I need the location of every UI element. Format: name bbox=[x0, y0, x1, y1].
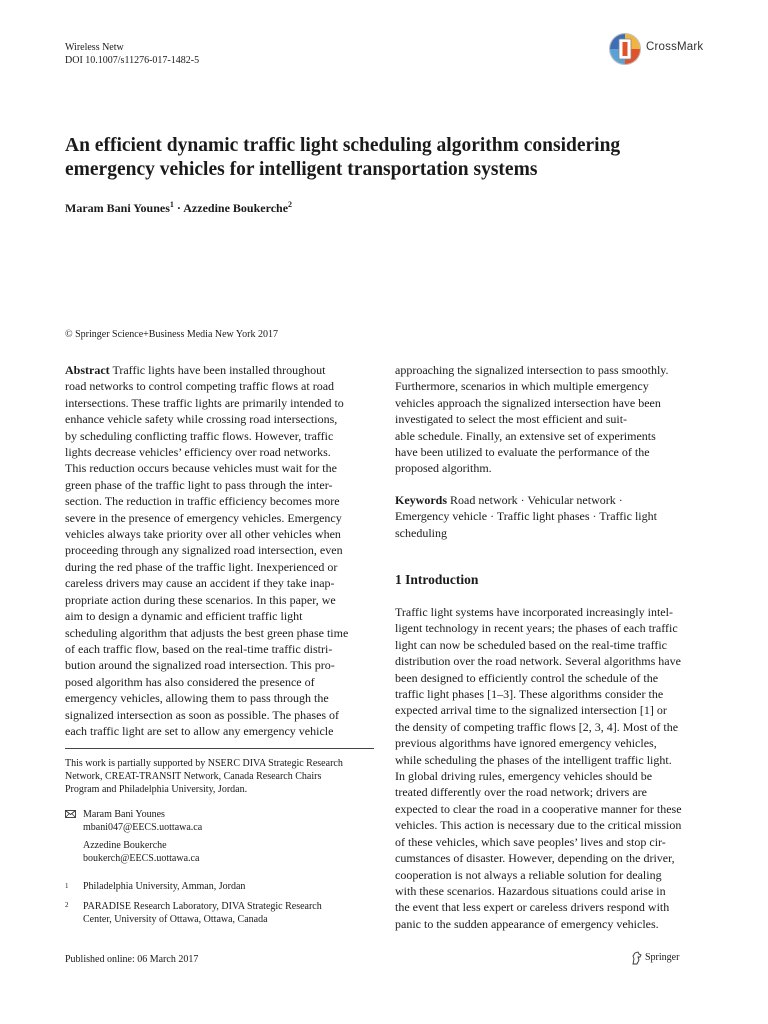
affiliation-number-1: 1 bbox=[65, 882, 69, 890]
copyright-notice: © Springer Science+Business Media New York 2017 bbox=[65, 329, 278, 340]
contact-email-1[interactable]: mbani047@EECS.uottawa.ca bbox=[83, 822, 203, 833]
paper-title bbox=[65, 134, 705, 182]
funding-line: Program and Philadelphia University, Jordan. bbox=[65, 784, 248, 795]
abstract bbox=[65, 362, 374, 739]
intro-line: expected to clear the road in a cooperative manner for these bbox=[395, 801, 682, 816]
publisher-name: Springer bbox=[645, 952, 680, 963]
intro-line: vehicles. This action is necessary due to the critical mission bbox=[395, 818, 682, 833]
author-1-affiliation: 1 bbox=[169, 200, 174, 209]
intro-line: the density of competing traffic flows [2, 3, 4]. Most of the bbox=[395, 719, 679, 734]
journal-name: Wireless Netw bbox=[65, 42, 124, 53]
abstract-line: bution around the signalized road intersection. This pro- bbox=[65, 658, 335, 673]
crossmark-badge[interactable] bbox=[609, 32, 719, 66]
abstract-line: enhance vehicle safety while crossing road intersections, bbox=[65, 412, 338, 427]
abstract-line: during the red phase of the traffic light. Inexperienced or bbox=[65, 559, 338, 574]
section-heading-introduction: 1 Introduction bbox=[395, 572, 479, 587]
intro-line: previous algorithms have ignored emergency vehicles, bbox=[395, 736, 657, 751]
intro-line: ligent technology in recent years; the phases of each traffic bbox=[395, 621, 678, 636]
keywords-label: Keywords bbox=[395, 493, 447, 507]
keywords-line-3: scheduling bbox=[395, 525, 447, 540]
intro-line: panic to the sudden appearance of emergency vehicles. bbox=[395, 916, 659, 931]
affiliation-number-2: 2 bbox=[65, 901, 69, 909]
intro-line: with these scenarios. Hazardous situations could arise in bbox=[395, 883, 666, 898]
intro-line: the event that less expert or careless drivers respond with bbox=[395, 900, 670, 915]
crossmark-icon bbox=[609, 32, 641, 66]
abstract-line: severe in the presence of emergency vehicles. Emergency bbox=[65, 510, 342, 525]
author-list bbox=[65, 200, 292, 216]
author-separator: · bbox=[173, 201, 184, 215]
author-1[interactable]: Maram Bani Younes bbox=[65, 201, 170, 215]
intro-line: light can now be scheduled based on the real-time traffic bbox=[395, 637, 668, 652]
contact-name-2: Azzedine Boukerche bbox=[83, 840, 167, 851]
intro-line: cumstances of disaster. However, depending on the driver, bbox=[395, 851, 675, 866]
abstract-label: Abstract bbox=[65, 363, 110, 377]
abstract-line: of each traffic flow, based on the real-time traffic distri- bbox=[65, 641, 333, 656]
abstract-line: careless drivers may cause an accident if they take inap- bbox=[65, 576, 335, 591]
author-2-affiliation: 2 bbox=[288, 200, 293, 209]
abstract-line: vehicles always take priority over all other vehicles when bbox=[65, 527, 341, 542]
abstract-line: section. The reduction in traffic efficiency becomes more bbox=[65, 494, 340, 509]
intro-line: while scheduling the phases of the intelligent traffic light. bbox=[395, 752, 672, 767]
intro-line: of these vehicles, which save peoples’ lives and stop cir- bbox=[395, 834, 666, 849]
abstract-line: proceeding through any signalized road intersection, even bbox=[65, 543, 343, 558]
funding-line: Network, CREAT-TRANSIT Network, Canada Research Chairs bbox=[65, 771, 322, 782]
intro-line: been designed to efficiently control the schedule of the bbox=[395, 670, 659, 685]
abstract-line: by scheduling conflicting traffic flows. However, traffic bbox=[65, 428, 334, 443]
contact-name-1: Maram Bani Younes bbox=[83, 809, 165, 820]
envelope-icon bbox=[65, 810, 76, 818]
abstract-line: scheduling algorithm that adjusts the best green phase time bbox=[65, 625, 349, 640]
abstract-line: green phase of the traffic light to pass through the inter- bbox=[65, 477, 333, 492]
intro-line: traffic light phases [1–3]. These algorithms consider the bbox=[395, 687, 664, 702]
abstract-line: proposed algorithm. bbox=[395, 461, 492, 476]
funding-note bbox=[65, 757, 374, 796]
keywords-line-1: Road network · Vehicular network · bbox=[447, 493, 623, 507]
keywords-line-2: Emergency vehicle · Traffic light phases · Traffic light bbox=[395, 509, 657, 524]
abstract-line: lights decrease vehicles’ efficiency over road networks. bbox=[65, 445, 331, 460]
abstract-line: intersections. These traffic lights are primarily intended to bbox=[65, 395, 344, 410]
abstract-line: each traffic light are set to allow any emergency vehicle bbox=[65, 723, 334, 738]
contact-email-2[interactable]: boukerch@EECS.uottawa.ca bbox=[83, 853, 200, 864]
footnote-divider bbox=[65, 748, 374, 749]
abstract-line: This reduction occurs because vehicles must wait for the bbox=[65, 461, 337, 476]
abstract-line: propriate action during these scenarios. In this paper, we bbox=[65, 592, 336, 607]
journal-header bbox=[65, 41, 199, 67]
doi[interactable]: DOI 10.1007/s11276-017-1482-5 bbox=[65, 55, 200, 66]
abstract-line: approaching the signalized intersection to pass smoothly. bbox=[395, 363, 669, 377]
springer-horse-icon bbox=[631, 951, 643, 965]
crossmark-label: CrossMark bbox=[646, 41, 704, 53]
abstract-line: investigated to select the most efficient and suit- bbox=[395, 412, 628, 427]
intro-line: In global driving rules, emergency vehicles should be bbox=[395, 769, 653, 784]
corresponding-authors bbox=[65, 808, 374, 870]
affiliation-1: Philadelphia University, Amman, Jordan bbox=[83, 881, 246, 892]
introduction-body bbox=[395, 604, 702, 932]
intro-line: Traffic light systems have incorporated increasingly intel- bbox=[395, 605, 673, 619]
funding-line: This work is partially supported by NSERC DIVA Strategic Research bbox=[65, 758, 343, 769]
abstract-line: have been utilized to evaluate the performance of the bbox=[395, 445, 650, 460]
intro-line: distribution over the road network. Several algorithms have bbox=[395, 654, 681, 669]
intro-line: expected arrival time to the signalized intersection [1] or bbox=[395, 703, 667, 718]
abstract-line: able schedule. Finally, an extensive set of experiments bbox=[395, 428, 656, 443]
intro-line: cooperation is not always a reliable solution for dealing bbox=[395, 867, 662, 882]
author-2[interactable]: Azzedine Boukerche bbox=[183, 201, 289, 215]
affiliation-2-line-2: Center, University of Ottawa, Ottawa, Canada bbox=[83, 914, 268, 925]
abstract-line: posed algorithm has also considered the presence of bbox=[65, 674, 315, 689]
keywords bbox=[395, 492, 702, 541]
abstract-line: road networks to control competing traffic flows at road bbox=[65, 379, 335, 394]
abstract-line: aim to design a dynamic and efficient traffic light bbox=[65, 609, 303, 624]
abstract-line: vehicles approach the signalized intersection have been bbox=[395, 395, 661, 410]
abstract-line: Furthermore, scenarios in which multiple emergency bbox=[395, 379, 649, 394]
abstract-continued bbox=[395, 362, 702, 477]
abstract-line: Abstract Traffic lights have been installed throughout bbox=[65, 363, 326, 377]
published-date: Published online: 06 March 2017 bbox=[65, 954, 199, 965]
abstract-line: emergency vehicles, allowing them to pass through the bbox=[65, 691, 329, 706]
title-line-2: emergency vehicles for intelligent transportation systems bbox=[65, 159, 538, 180]
intro-line: treated differently over the road network; drivers are bbox=[395, 785, 647, 800]
title-line-1: An efficient dynamic traffic light scheduling algorithm considering bbox=[65, 135, 621, 156]
affiliations bbox=[65, 880, 374, 928]
publisher-logo bbox=[645, 952, 679, 963]
affiliation-2-line-1: PARADISE Research Laboratory, DIVA Strategic Research bbox=[83, 901, 322, 912]
abstract-line: signalized intersection as soon as possible. The phases of bbox=[65, 707, 340, 722]
